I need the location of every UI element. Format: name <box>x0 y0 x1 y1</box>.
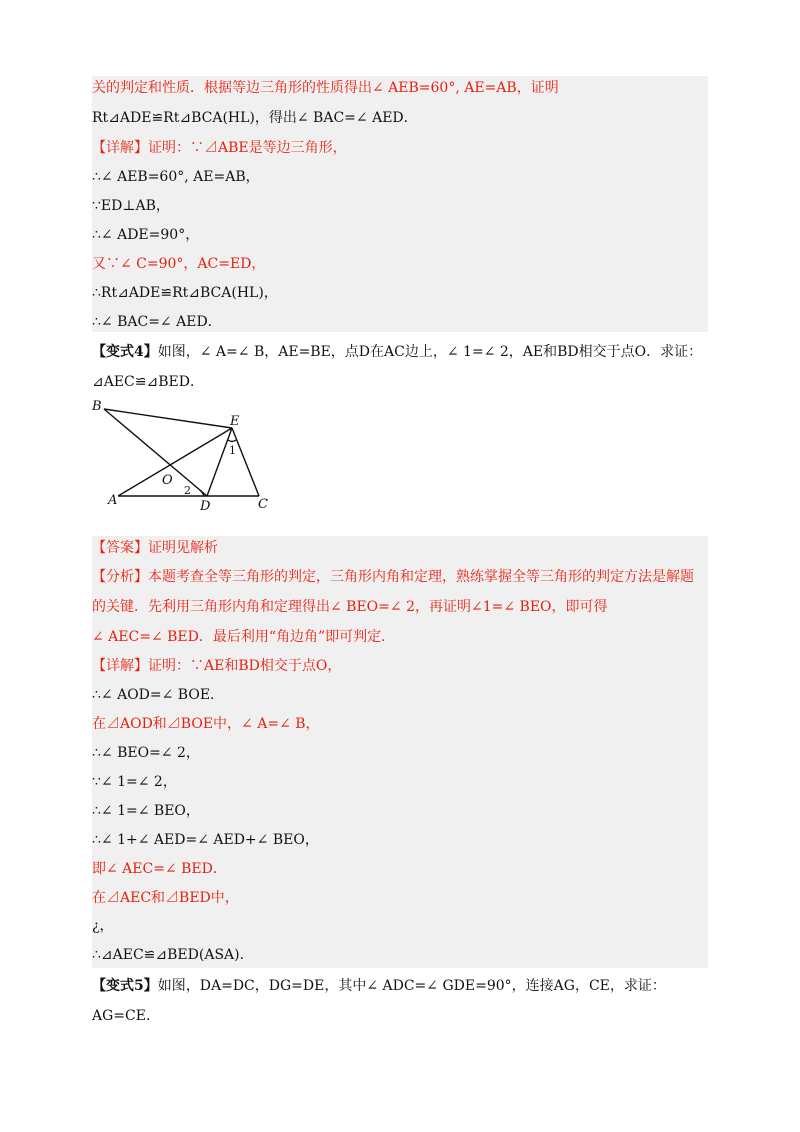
analysis-line: Rt⊿ADE≌Rt⊿BCA(HL)，得出∠ BAC=∠ AED． <box>92 110 418 126</box>
variant-5-text: 如图，DA=DC，DG=DE，其中∠ ADC=∠ GDE=90°，连接AG，CE，求证： <box>157 978 666 994</box>
label-A: A <box>108 493 118 508</box>
segment-AE <box>118 428 232 496</box>
label-D: D <box>200 499 211 514</box>
variant-4-tag: 【变式4】 <box>92 344 158 360</box>
label-angle-2: 2 <box>184 484 191 497</box>
angle-1-arc <box>228 440 236 442</box>
answer-line: 【答案】证明见解析 <box>92 540 218 556</box>
proof-step: ∴∠ BEO=∠ 2， <box>92 745 200 761</box>
detail-heading: 【详解】证明：∵⊿ABE是等边三角形， <box>92 140 347 156</box>
label-O: O <box>162 473 173 488</box>
detail-heading: 【详解】证明：∵AE和BD相交于点O， <box>92 658 342 674</box>
proof-step: ∴∠ AOD=∠ BOE． <box>92 687 225 703</box>
variant-5-question-cont: AG=CE． <box>92 1008 160 1024</box>
proof-step: 即∠ AEC=∠ BED． <box>92 861 227 877</box>
label-B: B <box>92 399 102 414</box>
variant-4-question <box>92 342 702 362</box>
proof-step: ∴Rt⊿ADE≌Rt⊿BCA(HL)， <box>92 285 278 301</box>
analysis-line: ∠ AEC=∠ BED．最后利用“角边角”即可判定． <box>92 629 396 645</box>
label-E: E <box>230 414 240 429</box>
analysis-line: 的关键．先利用三角形内角和定理得出∠ BEO=∠ 2，再证明∠1=∠ BEO，即可得 <box>92 599 608 615</box>
analysis-line: 【分析】本题考查全等三角形的判定，三角形内角和定理，熟练掌握全等三角形的判定方法是解题 <box>92 569 694 585</box>
analysis-line: 关的判定和性质．根据等边三角形的性质得出∠ AEB=60°, AE=AB，证明 <box>92 80 559 96</box>
segment-EC <box>232 428 259 496</box>
proof-step: ∴∠ 1=∠ BEO， <box>92 803 200 819</box>
label-angle-1: 1 <box>229 444 236 457</box>
variant-5-question <box>92 976 666 996</box>
proof-step: ¿， <box>92 918 114 934</box>
proof-step: ∵∠ 1=∠ 2， <box>92 774 177 790</box>
proof-step: ∴⊿AEC≌⊿BED(ASA)． <box>92 947 254 963</box>
variant-4-text: 如图，∠ A=∠ B，AE=BE，点D在AC边上，∠ 1=∠ 2，AE和BD相交于点O．求证： <box>157 344 703 360</box>
label-C: C <box>258 497 268 512</box>
variant-5-tag: 【变式5】 <box>92 978 158 994</box>
proof-step: 又∵∠ C=90°，AC=ED， <box>92 256 266 272</box>
variant-4-question-cont: ⊿AEC≌⊿BED． <box>92 374 204 390</box>
segment-DE <box>207 428 232 496</box>
proof-step: ∴∠ AEB=60°, AE=AB， <box>92 169 260 185</box>
proof-step: 在⊿AOD和⊿BOE中，∠ A=∠ B， <box>92 716 320 732</box>
proof-step: ∴∠ ADE=90°， <box>92 227 200 243</box>
proof-step: ∴∠ 1+∠ AED=∠ AED+∠ BEO， <box>92 832 319 848</box>
proof-step: 在⊿AEC和⊿BED中， <box>92 890 239 906</box>
proof-step: ∵ED⊥AB， <box>92 198 170 214</box>
geometry-figure <box>92 396 292 518</box>
proof-step: ∴∠ BAC=∠ AED． <box>92 314 222 330</box>
